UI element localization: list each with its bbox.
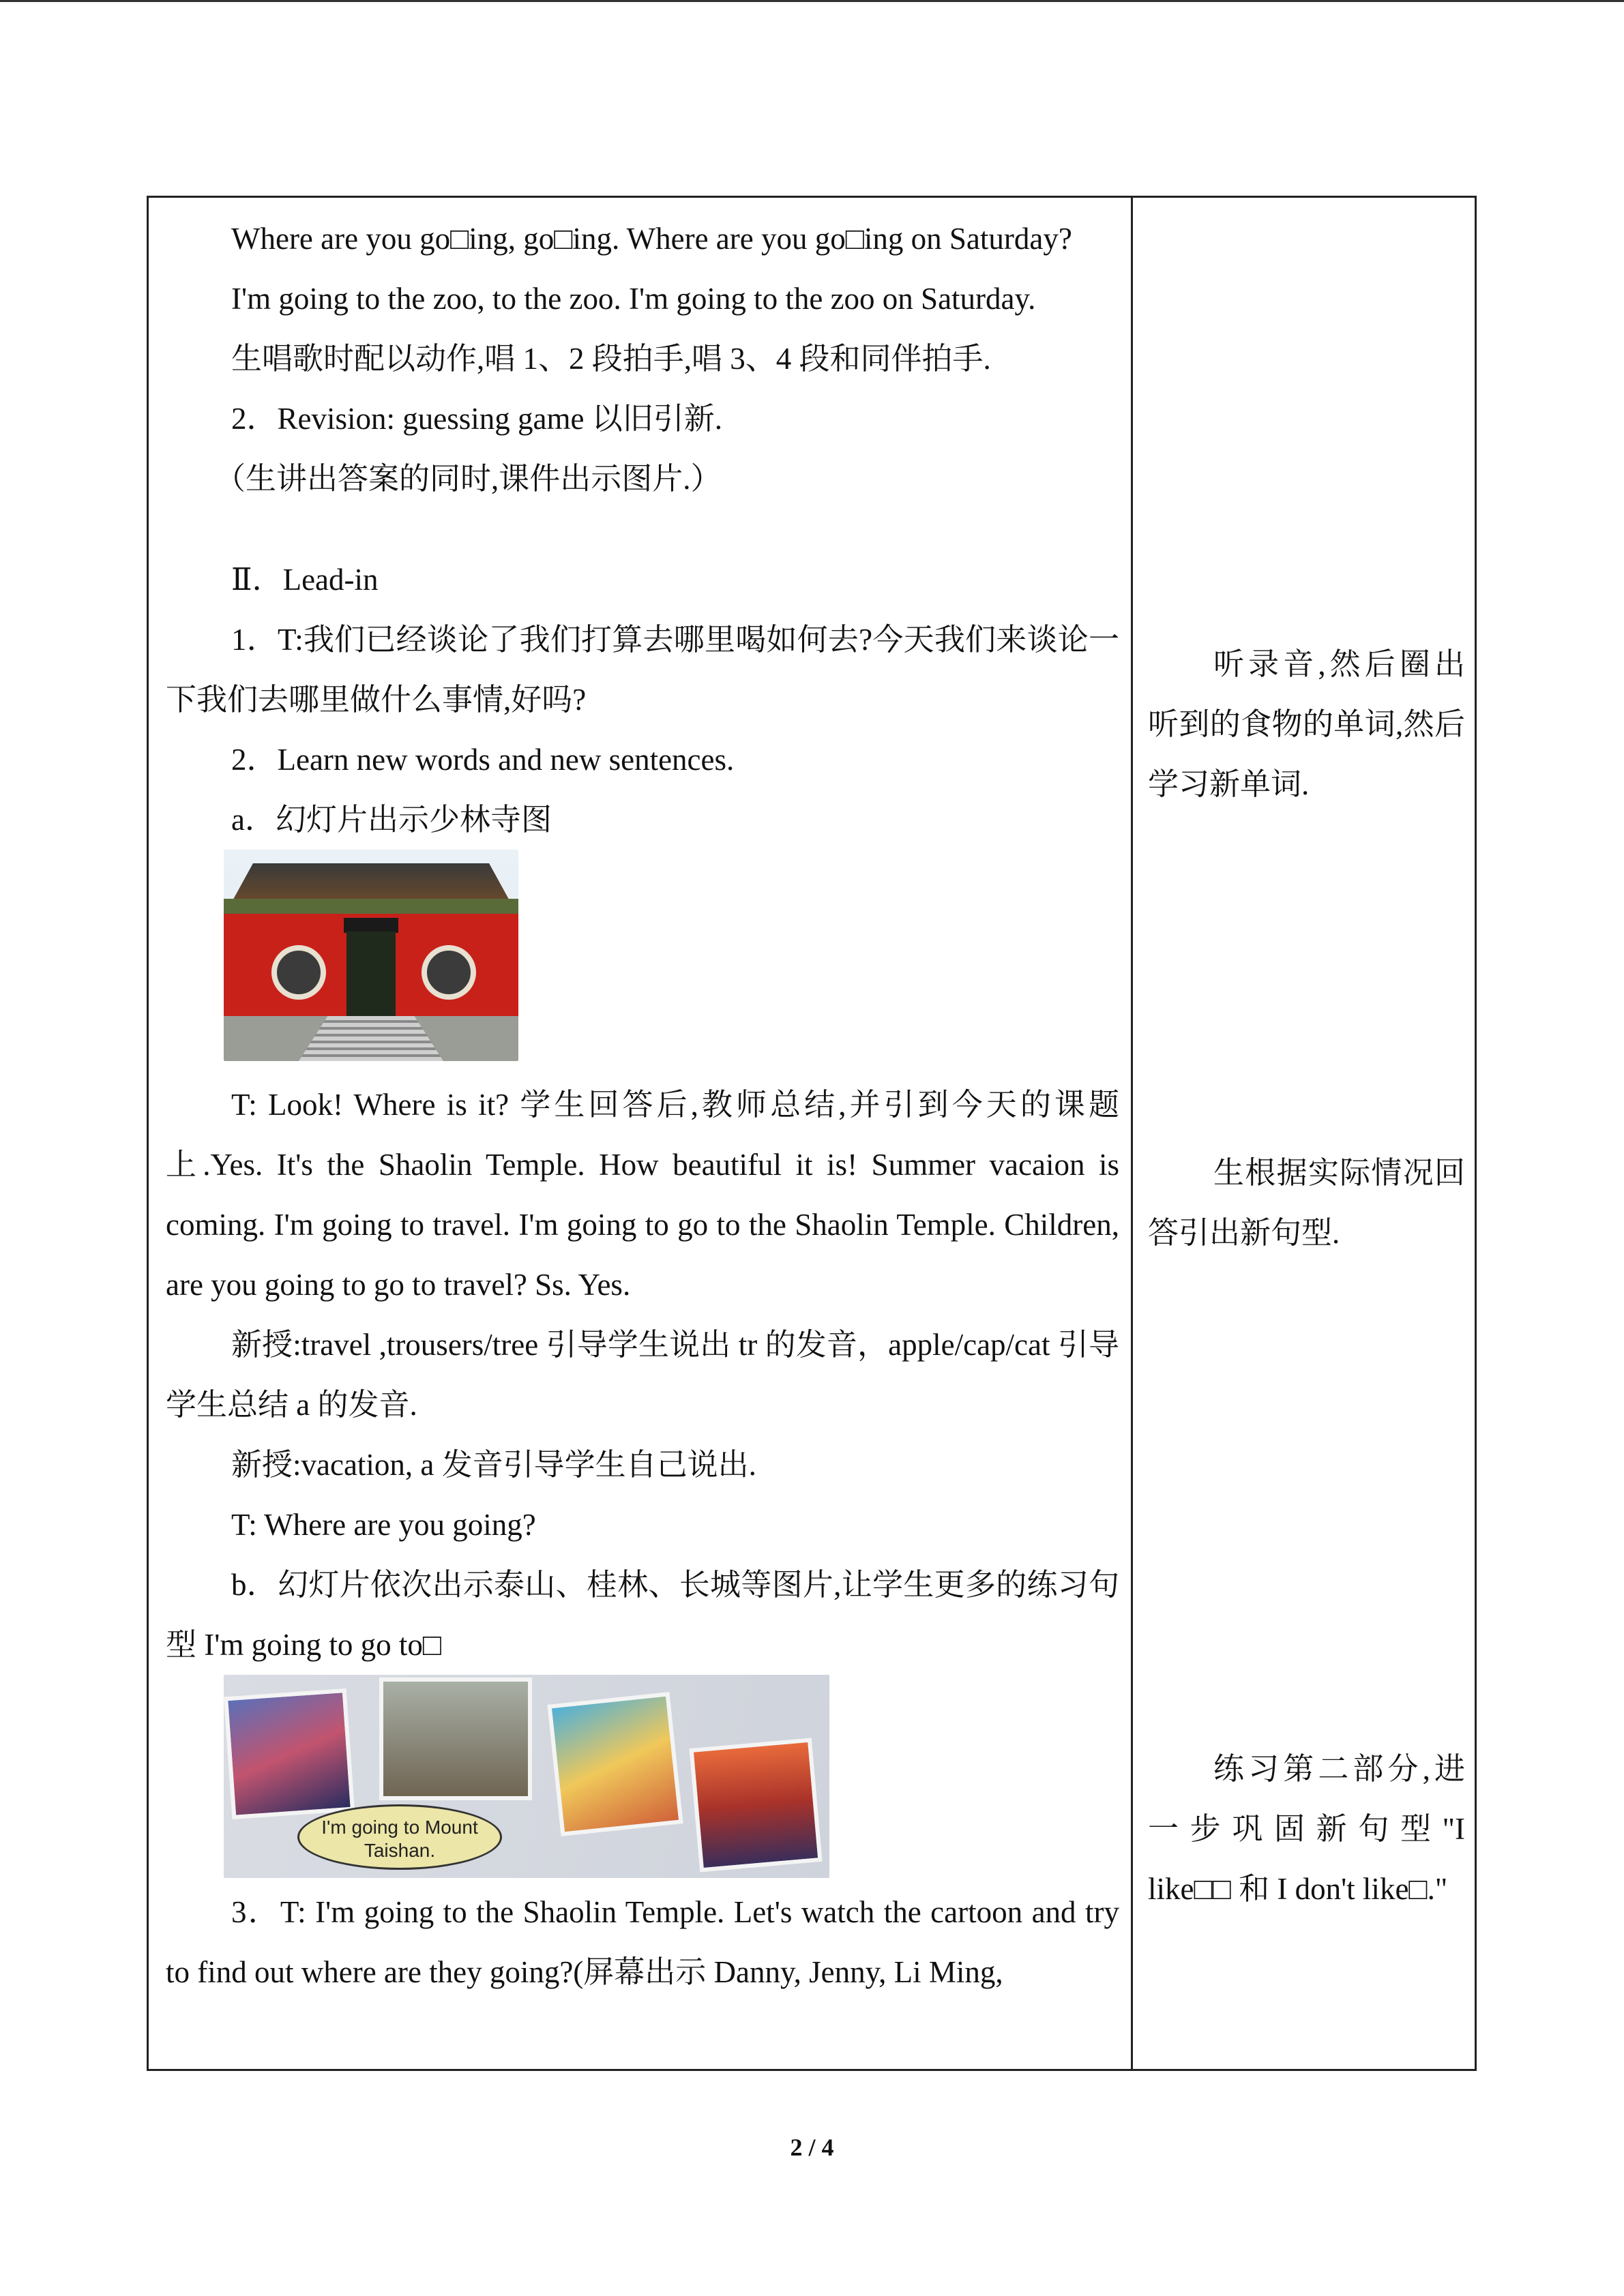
new-words-2: 新授:vacation, a 发音引导学生自己说出.	[231, 1448, 756, 1482]
song-action: 生唱歌时配以动作,唱 1、2 段拍手,唱 3、4 段和同伴拍手.	[231, 342, 991, 376]
where-going: T: Where are you going?	[231, 1508, 536, 1542]
column-divider	[1131, 198, 1133, 2069]
leadin-heading: Ⅱ．Lead-in	[231, 563, 379, 597]
new-words-1: 新授:travel ,trousers/tree 引导学生说出 tr 的发音，apple/cap/cat 引导学生总结 a 的发音.	[166, 1328, 1119, 1422]
look-paragraph: T: Look! Where is it? 学生回答后,教师总结,并引到今天的课题上.Yes. It's the Shaolin Temple. How beautiful it is! Summer vacaion is coming. I'm going to travel. I'm going to go to the Shaolin Temple. Children, are you going to go to travel? Ss. Yes.	[166, 1088, 1119, 1302]
revision-note: （生讲出答案的同时,课件出示图片.）	[215, 462, 722, 496]
textbook-places-image	[224, 1675, 829, 1878]
leadin-step-b: b．幻灯片依次出示泰山、桂林、长城等图片,让学生更多的练习句型 I'm going to go to□	[166, 1568, 1119, 1662]
leadin-step-3: 3．T: I'm going to the Shaolin Temple. Let's watch the cartoon and try to find out where are they going?(屏幕出示 Danny, Jenny, Li Ming,	[166, 1895, 1119, 1989]
lesson-plan-table	[147, 196, 1477, 2071]
intent-note-1: 听录音,然后圈出听到的食物的单词,然后学习新单词.	[1148, 647, 1465, 801]
shaolin-temple-image	[224, 850, 518, 1061]
song-line-2: I'm going to the zoo, to the zoo. I'm going to the zoo on Saturday.	[231, 282, 1036, 316]
leadin-step-2: 2．Learn new words and new sentences.	[231, 743, 735, 777]
song-line-1: Where are you go□ing, go□ing. Where are you go□ing on Saturday?	[231, 222, 1072, 256]
page-indicator: 2 / 4	[790, 2134, 834, 2161]
speech-bubble: I'm going to Mount Taishan.	[297, 1804, 502, 1870]
temple-plaque-logo	[344, 918, 398, 933]
teaching-procedure-column	[166, 209, 1119, 2002]
leadin-step-1: 1．T:我们已经谈论了我们打算去哪里喝如何去?今天我们来谈论一下我们去哪里做什么事情,好吗?	[166, 623, 1119, 717]
leadin-step-a: a．幻灯片出示少林寺图	[231, 803, 552, 837]
intent-note-3: 练习第二部分,进一步巩固新句型"I like□□ 和 I don't like□."	[1148, 1752, 1465, 1906]
intent-note-2: 生根据实际情况回答引出新句型.	[1148, 1156, 1465, 1250]
page-top-border	[0, 0, 1624, 2]
revision-step: 2．Revision: guessing game 以旧引新.	[231, 402, 722, 436]
